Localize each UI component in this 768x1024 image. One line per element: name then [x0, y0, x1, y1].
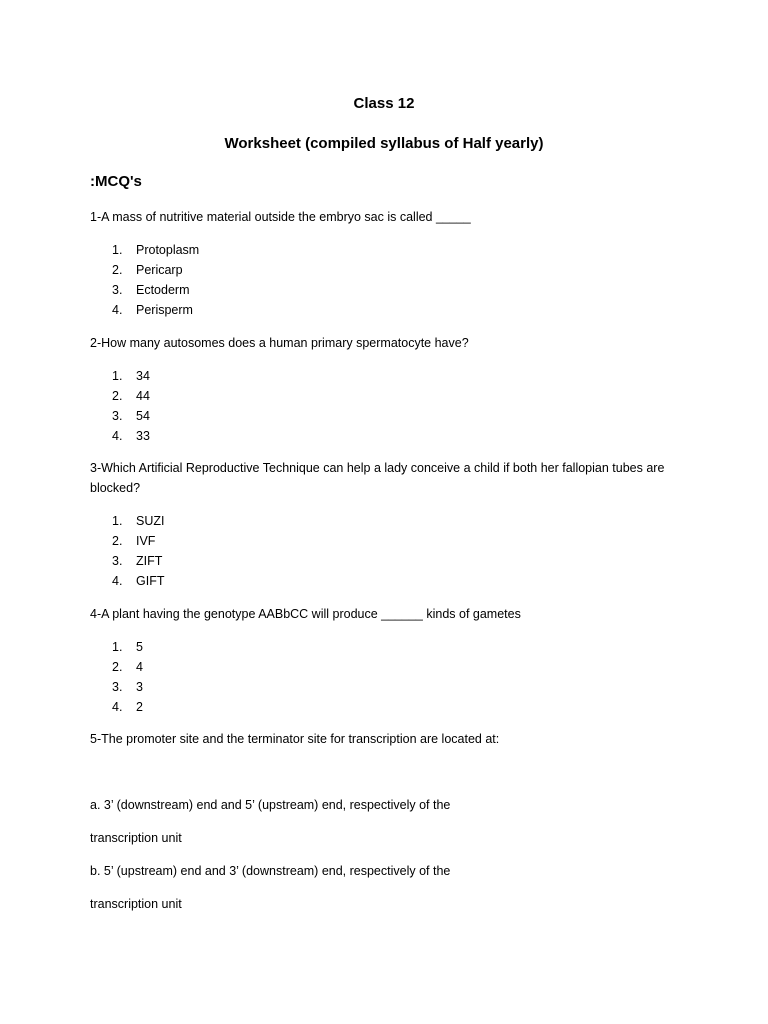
answer-line-b: b. 5’ (upstream) end and 3’ (downstream) end, respectively of the — [90, 864, 451, 878]
worksheet-title: Worksheet (compiled syllabus of Half yearly) — [224, 135, 544, 152]
answer-line-a-cont: transcription unit — [90, 831, 182, 845]
option-item — [112, 240, 199, 260]
option-item — [112, 551, 164, 571]
option-item — [112, 637, 143, 657]
option-number: 3. — [112, 680, 123, 694]
option-item — [112, 511, 164, 531]
option-number: 2. — [112, 660, 123, 674]
question-3-options — [112, 511, 164, 591]
section-title: :MCQ's — [90, 173, 142, 190]
question-1-text: 1-A mass of nutritive material outside the embryo sac is called _____ — [90, 210, 471, 224]
option-text: 5 — [136, 640, 143, 654]
option-number: 2. — [112, 263, 123, 277]
answer-line-b-cont: transcription unit — [90, 897, 182, 911]
option-item — [112, 677, 143, 697]
option-text: Ectoderm — [136, 283, 190, 297]
option-number: 4. — [112, 303, 123, 317]
option-text: Protoplasm — [136, 243, 200, 257]
option-item — [112, 280, 199, 300]
option-text: 4 — [136, 660, 143, 674]
option-number: 1. — [112, 640, 123, 654]
option-item — [112, 657, 143, 677]
question-5-text: 5-The promoter site and the terminator site for transcription are located at: — [90, 732, 500, 746]
option-item — [112, 697, 143, 717]
option-number: 3. — [112, 409, 123, 423]
class-title: Class 12 — [353, 95, 415, 112]
option-number: 4. — [112, 429, 123, 443]
option-number: 3. — [112, 283, 123, 297]
option-number: 1. — [112, 243, 123, 257]
option-item — [112, 426, 150, 446]
option-text: ZIFT — [136, 554, 163, 568]
option-number: 1. — [112, 514, 123, 528]
question-3-text: 3-Which Artificial Reproductive Technique can help a lady conceive a child if both her fallopian tubes are blocked? — [90, 461, 665, 495]
option-text: GIFT — [136, 574, 165, 588]
answer-line-a: a. 3’ (downstream) end and 5’ (upstream) end, respectively of the — [90, 798, 451, 812]
option-item — [112, 386, 150, 406]
option-text: 2 — [136, 700, 143, 714]
question-2-options — [112, 366, 150, 446]
question-4-options — [112, 637, 143, 717]
option-text: 3 — [136, 680, 143, 694]
option-item — [112, 571, 164, 591]
option-number: 4. — [112, 700, 123, 714]
option-text: 54 — [136, 409, 150, 423]
option-item — [112, 366, 150, 386]
option-text: Perisperm — [136, 303, 193, 317]
question-2-text: 2-How many autosomes does a human primary spermatocyte have? — [90, 336, 469, 350]
option-number: 1. — [112, 369, 123, 383]
question-4-text: 4-A plant having the genotype AABbCC will produce ______ kinds of gametes — [90, 607, 521, 621]
option-text: IVF — [136, 534, 156, 548]
option-text: Pericarp — [136, 263, 183, 277]
option-number: 3. — [112, 554, 123, 568]
option-number: 2. — [112, 534, 123, 548]
option-item — [112, 406, 150, 426]
question-1-options — [112, 240, 199, 320]
option-text: 33 — [136, 429, 150, 443]
option-number: 2. — [112, 389, 123, 403]
option-item — [112, 300, 199, 320]
option-text: 44 — [136, 389, 150, 403]
option-text: 34 — [136, 369, 150, 383]
option-item — [112, 260, 199, 280]
option-item — [112, 531, 164, 551]
option-text: SUZI — [136, 514, 165, 528]
option-number: 4. — [112, 574, 123, 588]
